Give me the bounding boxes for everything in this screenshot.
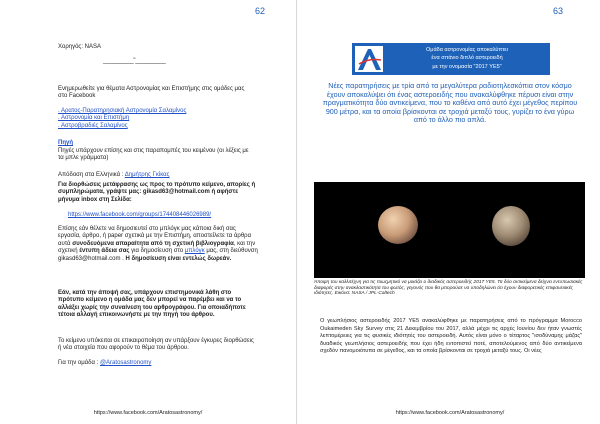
left-page [0, 0, 297, 424]
team-prefix: Για την ομάδα : [58, 360, 99, 366]
welcome-part: για δημοσίευση στο [131, 248, 184, 255]
translation-prefix: Απόδοση στα Ελληνικά : [58, 172, 124, 178]
page-number: 62 [255, 6, 266, 16]
asteroid-image [314, 182, 585, 278]
welcome-part: μας, στη διεύθυνση gikasd63@hotmail.com . [58, 248, 258, 262]
source-heading[interactable]: Πηγή [58, 140, 73, 146]
team-link[interactable]: @Aratosastronomy [99, 360, 152, 366]
welcome-bold: Η δημοσίευση είναι εντελώς δωρεάν. [125, 255, 232, 262]
welcome-bold: συνοδευόμενα απαραίτητα από τη σχετική βιβλιογραφία [72, 240, 234, 247]
translator-link[interactable]: Δημήτρης Γκίκας [124, 172, 170, 178]
corrections-text: Για διορθώσεις μετάφρασης ως προς το πρότυπο κείμενο, απορίες ή συμπληρώματα, γράψτε μας: gikasd63@hotmail.com ή αφήστε μήνυμα inbox στη Σελίδα: [58, 182, 256, 203]
disclaimer-text: Το κείμενο υπόκειται σε επικαιροποίηση αν υπάρξουν έγκυρες διορθώσεις ή νέα στοιχεία που αφορούν το θέμα του άρθρου. [58, 338, 254, 352]
error-text: Εάν, κατά την άποψή σας, υπάρχουν επιστημονικά λάθη στο πρότυπο κείμενο η ομάδα μας δεν μπορεί να παρέμβει και να το αλλάξει χωρίς την συναίνεση του αρθρογράφου. Για οποιαδήποτε τέτοια αλλαγή επικοινωνήστε με την πηγή του άρθρου. [58, 290, 246, 319]
group-links [58, 108, 250, 130]
group-link[interactable]: . Αστροβραδιές Σαλαμίνος [58, 122, 128, 129]
asteroid-right [492, 206, 530, 246]
team-line [58, 360, 151, 367]
right-page [300, 0, 600, 424]
aratos-logo [355, 46, 383, 72]
banner-line: ένα σπάνιο διπλό αστεροειδή [431, 55, 503, 62]
banner-text [386, 46, 548, 71]
welcome-part: , και την σχετική [58, 240, 256, 255]
welcome-part: Επίσης εάν θέλετε να δημοσιευτεί στο μπλόγκ μας κάποια δική σας εργασία, άρθρο, ή paper σχετικά με την Επιστήμη, αποστείλετε τα άρθρα αυτά [58, 226, 252, 247]
group-link[interactable]: . Αρατος-Παρατηρησιακή Αστρονομία Σαλαμίνος [58, 108, 187, 114]
page-footer: https://www.facebook.com/Aratosastronomy/ [93, 410, 203, 416]
divider-line: __________"__________ [103, 58, 166, 64]
translation-line [58, 172, 254, 179]
article-banner [352, 43, 550, 75]
blog-link[interactable]: μπλόγκ [184, 248, 205, 255]
banner-line: με την ονομασία "2017 YE5" [432, 63, 502, 70]
credit-line: Χορηγός: NASA [58, 44, 101, 50]
article-headline: Νέες παρατηρήσεις με τρία από τα μεγαλύτερα ραδιοτηλεσκόπια στον κόσμο έχουν αποκαλύψει ότι ένας αστεροειδής που ανακαλύφθηκε πέρυσι είναι στην πραγματικότητα δύο αντικείμενα, που το καθένα από αυτό έχει μέγεθος περίπου 900 μέτρα, και τα οποία βρίσκονται σε τροχιά μεταξύ τους, γυρίζει το ένα γύρω από το άλλο πιο απλά. [322, 81, 578, 125]
article-body: Ο γεωπλήσιος αστεροειδής 2017 YE5 ανακαλύφθηκε με παρατηρήσεις από το πρόγραμμα Morocco Oukaimeden Sky Survey στις 21 Δεκεμβρίου του 2017, αλλά μέχρι τις αρχές Ιουνίου δεν ήταν γνωστές λεπτομέρειες για τις φυσικές ιδιότητές του αστεροειδή. Αυτός είναι μόνο ο τέταρτος "ισοδύναμης μάζας" δυαδικός γεωπλήσιος αστεροειδής που έχει ήδη εντοπιστεί ποτέ, αποτελούμενος από δύο αντικείμενα σχεδόν πανομοιότυπα σε μέγεθος, και τα οποία βρίσκονται σε τροχιά μεταξύ τους. Οι νέες [320, 318, 582, 355]
welcome-text [58, 226, 258, 263]
banner-line: Ομάδα αστρονομίας αποκαλύπτει [426, 47, 508, 53]
page-number: 63 [553, 6, 564, 16]
facebook-link[interactable]: https://www.facebook.com/groups/174408446026989/ [68, 212, 212, 218]
page-footer: https://www.facebook.com/Aratosastronomy/ [395, 410, 505, 416]
image-caption: Άποψη του καλλιτέχνη για τις πιωςμητικό να μοιάζει ο διαδικός αστεροειδής 2017 YE5. Τα δύο αντικείμενα δείχνει εντυπωσιακές διαφορές στην ανακλαστικότητα του φωτός, γεγονός που θα μπορούσε να υποδηλώνει ότι έχουν διαφορετικές επιφανειακές ιδιότητες. Εικόνα: NASA / JPL-Caltech [314, 280, 583, 297]
group-link[interactable]: . Αστρονομία και Επιστήμη [58, 115, 130, 122]
welcome-bold: έντυπη άδεια σας [79, 248, 130, 255]
logo-icon [355, 46, 383, 72]
follow-text: Ενημερωθείτε για θέματα Αστρονομίας και Επιστήμης στις ομάδες μας στο Facebook [58, 86, 245, 100]
asteroid-left [378, 206, 418, 244]
source-text: Πηγές υπάρχουν επίσης και στις παραπομπές του κειμένου (οι λέξεις με τα μπλε γράμματα) [58, 148, 249, 162]
